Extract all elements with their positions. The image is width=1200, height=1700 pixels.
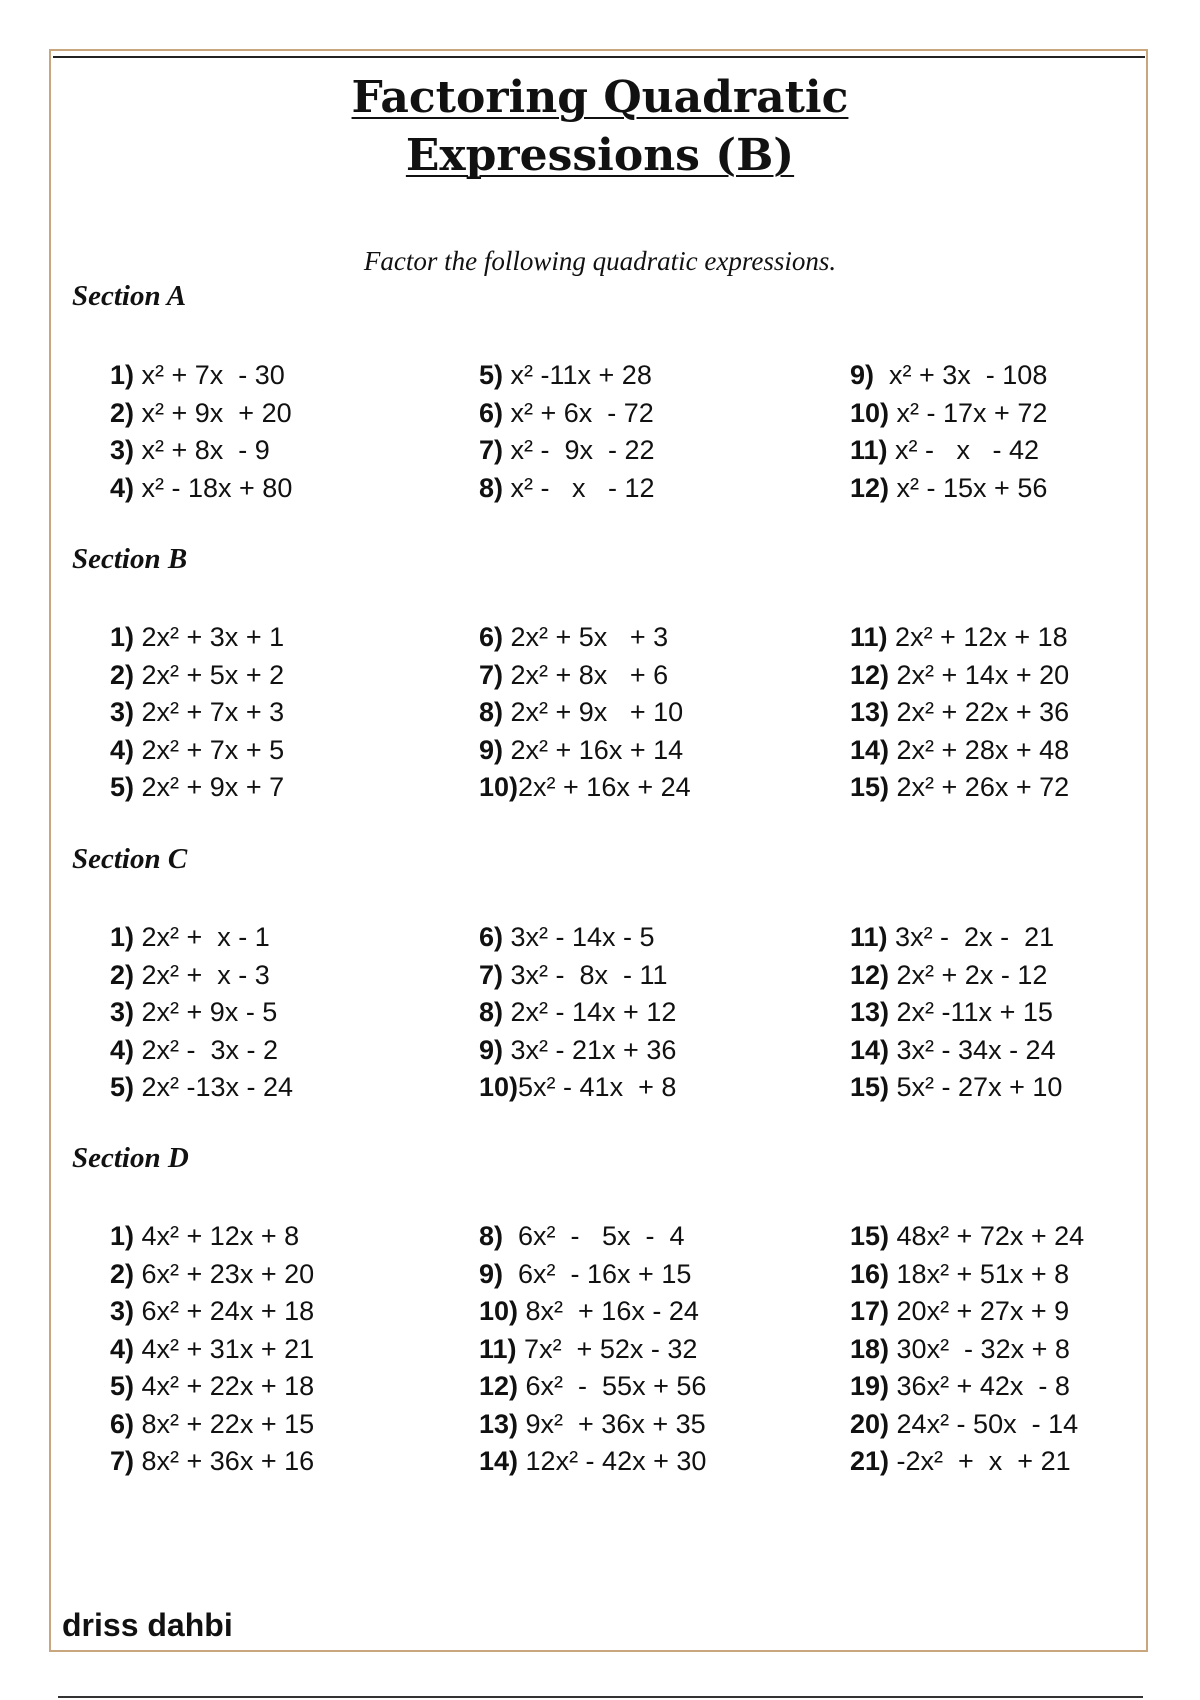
problem-expression: 5x² - 41x + 8 (518, 1072, 677, 1102)
problem-expression: 2x² + 28x + 48 (889, 734, 1070, 765)
problem-expression: 2x² + 3x + 1 (134, 622, 285, 652)
problem-item (850, 357, 1047, 395)
problem-item (110, 357, 292, 395)
problem-expression: 3x² - 21x + 36 (503, 1034, 677, 1065)
section-label: Section C (72, 843, 188, 875)
problem-expression: 7x² + 52x - 32 (516, 1333, 698, 1364)
problem-expression: 9x² + 36x + 35 (518, 1408, 706, 1439)
problem-item (850, 657, 1069, 695)
problem-expression: 3x² - 34x - 24 (889, 1034, 1056, 1065)
problem-number: 14) (850, 1034, 890, 1065)
problem-expression: 2x² + 9x + 7 (134, 772, 285, 802)
problem-item (850, 1256, 1084, 1294)
section-label: Section B (72, 543, 188, 575)
problem-number: 5) (110, 772, 135, 802)
problem-expression: 3x² - 14x - 5 (503, 922, 655, 952)
problem-expression: x² + 8x - 9 (134, 435, 270, 465)
problem-item (479, 957, 676, 995)
problem-item (850, 1293, 1084, 1331)
problem-number: 12) (850, 959, 890, 990)
problem-number: 1) (110, 922, 135, 952)
problem-number: 12) (850, 472, 890, 503)
problem-number: 1) (110, 1221, 135, 1251)
problem-item (850, 732, 1069, 770)
problem-item (479, 1032, 676, 1070)
problem-column (479, 357, 655, 507)
problem-item (110, 1293, 314, 1331)
problem-expression: 20x² + 27x + 9 (889, 1296, 1070, 1326)
problem-expression: x² - 18x + 80 (134, 472, 293, 503)
problem-expression: 2x² -11x + 15 (889, 997, 1053, 1027)
problem-item (850, 1218, 1084, 1256)
problem-number: 7) (479, 659, 504, 690)
problem-column (110, 619, 284, 807)
section-label: Section D (72, 1142, 189, 1174)
problem-expression: 24x² - 50x - 14 (889, 1408, 1079, 1439)
problem-expression: x² + 7x - 30 (134, 360, 285, 390)
problem-item (850, 432, 1047, 470)
problem-item (479, 470, 655, 508)
section-label: Section A (72, 280, 187, 312)
problem-item (110, 1256, 314, 1294)
problem-expression: x² - 9x - 22 (503, 435, 655, 465)
bottom-rule (58, 1696, 1143, 1698)
problem-item (110, 1032, 293, 1070)
problem-number: 12) (850, 659, 890, 690)
problem-expression: 6x² - 5x - 4 (503, 1221, 685, 1251)
problem-number: 21) (850, 1446, 890, 1476)
problem-item (110, 732, 284, 770)
problem-expression: 2x² + x - 3 (134, 959, 270, 990)
problem-number: 3) (110, 1296, 135, 1326)
problem-expression: 2x² + x - 1 (134, 922, 270, 952)
problem-column (479, 919, 676, 1107)
problem-expression: 2x² + 7x + 5 (134, 734, 285, 765)
problem-number: 6) (110, 1408, 135, 1439)
problem-expression: 2x² + 5x + 3 (503, 622, 669, 652)
problem-item (110, 694, 284, 732)
problem-item (479, 619, 691, 657)
problem-item (850, 1032, 1062, 1070)
problem-item (479, 694, 691, 732)
problem-column (110, 1218, 314, 1481)
problem-item (479, 1293, 706, 1331)
problem-expression: 48x² + 72x + 24 (889, 1221, 1085, 1251)
title-line-1: Factoring Quadratic (351, 72, 849, 123)
problem-number: 5) (110, 1371, 135, 1401)
problem-number: 10) (479, 1072, 519, 1102)
problem-number: 2) (110, 659, 135, 690)
problem-column (479, 1218, 706, 1481)
problem-item (479, 1331, 706, 1369)
problem-expression: 8x² + 16x - 24 (518, 1296, 699, 1326)
problem-column (110, 357, 292, 507)
problem-expression: 6x² - 16x + 15 (503, 1258, 692, 1289)
problem-number: 11) (479, 1333, 517, 1364)
problem-number: 3) (110, 435, 135, 465)
problem-number: 4) (110, 734, 135, 765)
problem-item (479, 1256, 706, 1294)
problem-number: 3) (110, 697, 135, 727)
problem-column (850, 357, 1047, 507)
problem-item (479, 919, 676, 957)
problem-expression: 6x² - 55x + 56 (518, 1371, 707, 1401)
problem-item (110, 395, 292, 433)
problem-item (479, 1368, 706, 1406)
problem-number: 8) (479, 472, 504, 503)
problem-expression: x² - x - 42 (887, 435, 1040, 465)
problem-expression: x² - 15x + 56 (889, 472, 1048, 503)
problem-item (110, 994, 293, 1032)
problem-expression: 2x² + 12x + 18 (887, 622, 1068, 652)
top-rule (53, 56, 1145, 58)
problem-item (110, 957, 293, 995)
problem-number: 9) (850, 360, 875, 390)
problem-expression: 8x² + 22x + 15 (134, 1408, 315, 1439)
problem-item (110, 919, 293, 957)
problem-item (110, 769, 284, 807)
problem-column (850, 619, 1069, 807)
problem-expression: 6x² + 24x + 18 (134, 1296, 315, 1326)
problem-expression: 4x² + 12x + 8 (134, 1221, 300, 1251)
problem-item (479, 1069, 676, 1107)
problem-number: 5) (110, 1072, 135, 1102)
problem-number: 9) (479, 1034, 504, 1065)
problem-expression: 2x² + 2x - 12 (889, 959, 1048, 990)
problem-item (850, 957, 1062, 995)
problem-item (110, 1069, 293, 1107)
problem-expression: 36x² + 42x - 8 (889, 1371, 1070, 1401)
problem-number: 13) (850, 997, 890, 1027)
page-title (0, 69, 1200, 185)
problem-expression: 6x² + 23x + 20 (134, 1258, 315, 1289)
problem-expression: 2x² + 7x + 3 (134, 697, 285, 727)
problem-item (850, 769, 1069, 807)
problem-number: 7) (479, 959, 504, 990)
problem-number: 4) (110, 1333, 135, 1364)
problem-item (850, 1368, 1084, 1406)
problem-number: 4) (110, 1034, 135, 1065)
problem-item (110, 1331, 314, 1369)
problem-expression: x² + 9x + 20 (134, 397, 292, 428)
problem-item (850, 1069, 1062, 1107)
problem-number: 2) (110, 959, 135, 990)
problem-number: 6) (479, 397, 504, 428)
problem-item (110, 657, 284, 695)
problem-number: 20) (850, 1408, 890, 1439)
problem-item (850, 1406, 1084, 1444)
problem-number: 8) (479, 1221, 504, 1251)
problem-number: 11) (850, 922, 888, 952)
problem-expression: 2x² + 16x + 14 (503, 734, 684, 765)
problem-number: 15) (850, 1072, 890, 1102)
problem-expression: 2x² + 22x + 36 (889, 697, 1070, 727)
problem-expression: 2x² + 9x - 5 (134, 997, 278, 1027)
problem-number: 13) (850, 697, 890, 727)
problem-item (110, 1218, 314, 1256)
problem-expression: 2x² - 14x + 12 (503, 997, 677, 1027)
problem-item (110, 432, 292, 470)
problem-expression: 3x² - 2x - 21 (887, 922, 1055, 952)
problem-expression: 2x² - 3x - 2 (134, 1034, 279, 1065)
problem-item (110, 470, 292, 508)
problem-expression: 8x² + 36x + 16 (134, 1446, 315, 1476)
problem-number: 10) (479, 1296, 519, 1326)
problem-number: 16) (850, 1258, 890, 1289)
problem-column (110, 919, 293, 1107)
problem-item (479, 1443, 706, 1481)
problem-item (479, 994, 676, 1032)
problem-number: 14) (479, 1446, 519, 1476)
problem-expression: 3x² - 8x - 11 (503, 959, 668, 990)
problem-number: 2) (110, 397, 135, 428)
problem-number: 2) (110, 1258, 135, 1289)
problem-expression: x² - x - 12 (503, 472, 655, 503)
problem-number: 8) (479, 697, 504, 727)
problem-number: 7) (479, 435, 504, 465)
problem-number: 17) (850, 1296, 890, 1326)
problem-item (850, 1331, 1084, 1369)
problem-expression: 2x² + 14x + 20 (889, 659, 1070, 690)
problem-number: 11) (850, 622, 888, 652)
problem-number: 19) (850, 1371, 890, 1401)
problem-expression: 2x² + 16x + 24 (518, 772, 691, 802)
problem-item (850, 694, 1069, 732)
problem-column (850, 919, 1062, 1107)
problem-number: 15) (850, 1221, 890, 1251)
problem-item (110, 1443, 314, 1481)
problem-item (479, 395, 655, 433)
problem-expression: -2x² + x + 21 (889, 1446, 1071, 1476)
problem-number: 4) (110, 472, 135, 503)
problem-number: 14) (850, 734, 890, 765)
problem-expression: 4x² + 22x + 18 (134, 1371, 315, 1401)
problem-expression: x² + 3x - 108 (874, 360, 1048, 390)
problem-item (479, 432, 655, 470)
problem-item (479, 357, 655, 395)
problem-number: 6) (479, 622, 504, 652)
problem-number: 9) (479, 1258, 504, 1289)
problem-number: 1) (110, 622, 135, 652)
problem-item (110, 1406, 314, 1444)
problem-number: 8) (479, 997, 504, 1027)
problem-item (850, 919, 1062, 957)
problem-item (479, 769, 691, 807)
problem-item (479, 657, 691, 695)
problem-column (479, 619, 691, 807)
title-line-2: Expressions (B) (405, 130, 795, 181)
problem-expression: 2x² -13x - 24 (134, 1072, 294, 1102)
problem-number: 15) (850, 772, 890, 802)
problem-item (110, 1368, 314, 1406)
problem-number: 9) (479, 734, 504, 765)
problem-item (850, 994, 1062, 1032)
problem-number: 18) (850, 1333, 890, 1364)
problem-item (479, 732, 691, 770)
problem-expression: x² -11x + 28 (503, 360, 652, 390)
author-name: driss dahbi (62, 1607, 233, 1643)
problem-expression: 2x² + 26x + 72 (889, 772, 1070, 802)
problem-item (850, 1443, 1084, 1481)
problem-expression: 2x² + 9x + 10 (503, 697, 684, 727)
problem-item (850, 470, 1047, 508)
problem-expression: 30x² - 32x + 8 (889, 1333, 1070, 1364)
problem-number: 3) (110, 997, 135, 1027)
problem-column (850, 1218, 1084, 1481)
instruction-text: Factor the following quadratic expressions. (363, 246, 837, 276)
problem-number: 13) (479, 1408, 519, 1439)
problem-item (850, 395, 1047, 433)
problem-item (479, 1218, 706, 1256)
problem-number: 10) (479, 772, 519, 802)
problem-number: 6) (479, 922, 504, 952)
problem-item (110, 619, 284, 657)
problem-number: 12) (479, 1371, 519, 1401)
problem-expression: 4x² + 31x + 21 (134, 1333, 315, 1364)
problem-expression: 12x² - 42x + 30 (518, 1446, 707, 1476)
problem-expression: 5x² - 27x + 10 (889, 1072, 1063, 1102)
problem-item (479, 1406, 706, 1444)
problem-number: 11) (850, 435, 888, 465)
problem-number: 5) (479, 360, 504, 390)
problem-expression: 18x² + 51x + 8 (889, 1258, 1070, 1289)
problem-number: 10) (850, 397, 890, 428)
problem-expression: 2x² + 8x + 6 (503, 659, 669, 690)
problem-expression: 2x² + 5x + 2 (134, 659, 285, 690)
problem-number: 1) (110, 360, 135, 390)
problem-item (850, 619, 1069, 657)
problem-expression: x² + 6x - 72 (503, 397, 654, 428)
problem-number: 7) (110, 1446, 135, 1476)
problem-expression: x² - 17x + 72 (889, 397, 1048, 428)
